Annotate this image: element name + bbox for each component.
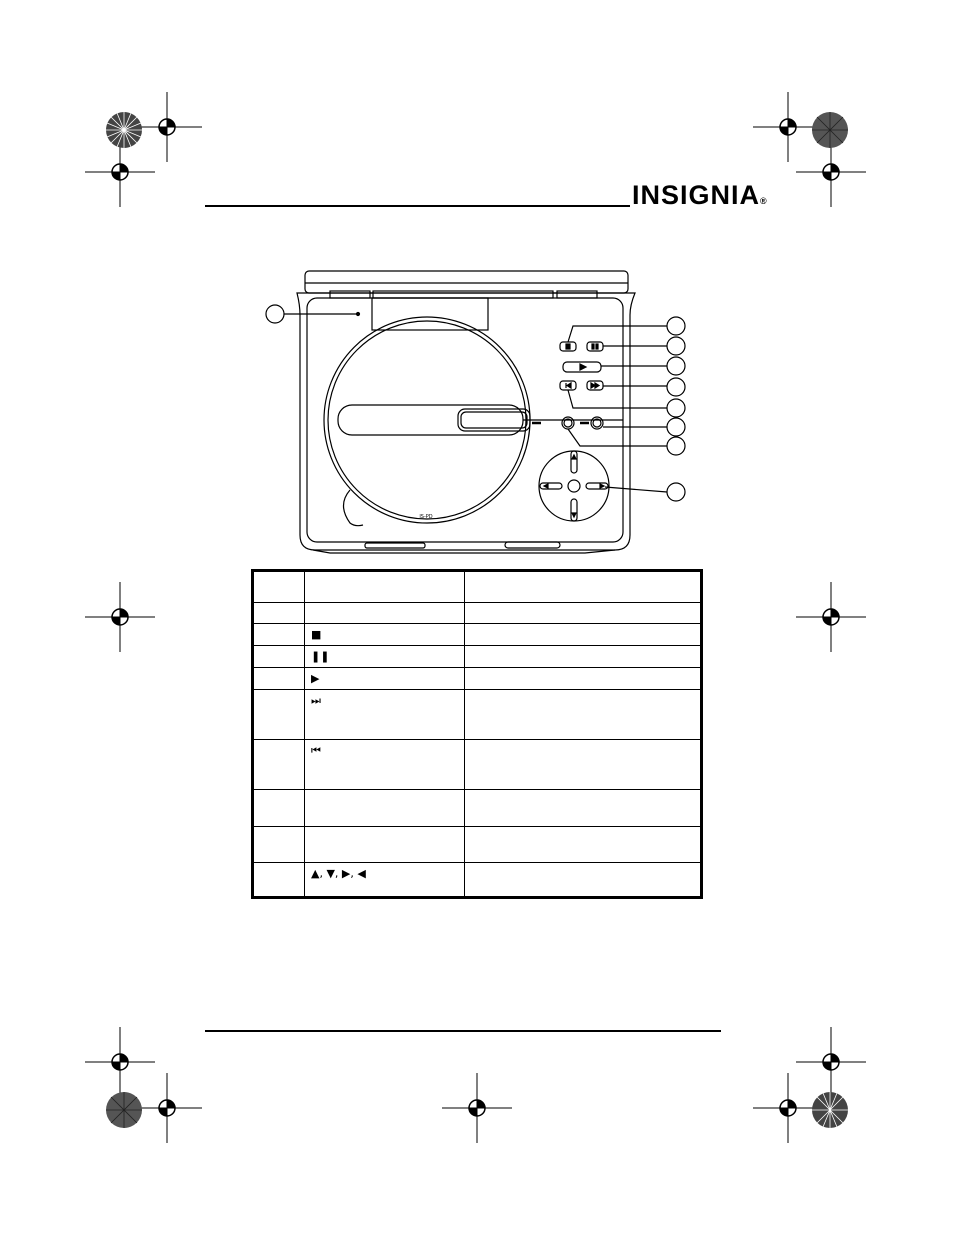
row-control <box>305 690 465 740</box>
control-symbol: ⏮ <box>311 744 321 757</box>
table-row <box>253 646 702 668</box>
row-description <box>465 790 702 827</box>
row-description <box>465 827 702 863</box>
header-description <box>465 571 702 603</box>
row-description <box>465 690 702 740</box>
model-label: IS-PD <box>419 514 433 520</box>
trademark-symbol: ® <box>760 196 768 206</box>
table-row <box>253 668 702 690</box>
header-number <box>253 571 305 603</box>
header-rule <box>205 205 630 207</box>
table-header-row <box>253 571 702 603</box>
row-description <box>465 624 702 646</box>
table-row <box>253 740 702 790</box>
row-control <box>305 740 465 790</box>
registration-mark-mid-right <box>796 582 866 652</box>
row-number <box>253 624 305 646</box>
table-row <box>253 603 702 624</box>
row-control <box>305 646 465 668</box>
row-description <box>465 646 702 668</box>
control-symbol: ▶ <box>311 672 320 685</box>
brand-logo <box>632 180 768 210</box>
controls-table <box>251 569 703 899</box>
row-number <box>253 740 305 790</box>
row-number <box>253 646 305 668</box>
row-control <box>305 827 465 863</box>
control-symbol: ▲, ▼, ▶, ◀ <box>311 867 366 880</box>
brand-name: INSIGNIA <box>632 180 761 210</box>
row-control <box>305 603 465 624</box>
sunburst-mark-top-right <box>810 110 850 150</box>
sunburst-mark-top-left <box>104 110 144 150</box>
row-number <box>253 863 305 898</box>
footer-rule <box>205 1030 721 1032</box>
device-top-view-diagram <box>255 265 705 560</box>
row-number <box>253 690 305 740</box>
row-control <box>305 668 465 690</box>
table-row <box>253 863 702 898</box>
registration-mark-bottom-center <box>442 1073 512 1143</box>
row-number <box>253 827 305 863</box>
table-row <box>253 690 702 740</box>
row-description <box>465 863 702 898</box>
control-symbol: ❚❚ <box>311 650 330 663</box>
row-control <box>305 790 465 827</box>
row-description <box>465 603 702 624</box>
callout-circles <box>266 305 685 501</box>
header-control <box>305 571 465 603</box>
row-number <box>253 790 305 827</box>
registration-mark-bottom-right-2 <box>796 1027 866 1097</box>
table-row <box>253 624 702 646</box>
control-symbol: ■ <box>311 628 322 641</box>
registration-mark-mid-left <box>85 582 155 652</box>
row-number <box>253 603 305 624</box>
table-row <box>253 827 702 863</box>
sunburst-mark-bottom-right <box>810 1090 850 1130</box>
row-description <box>465 668 702 690</box>
sunburst-mark-bottom-left <box>104 1090 144 1130</box>
control-symbol: ⏭ <box>311 694 321 707</box>
row-control <box>305 863 465 898</box>
row-control <box>305 624 465 646</box>
row-number <box>253 668 305 690</box>
row-description <box>465 740 702 790</box>
table-row <box>253 790 702 827</box>
